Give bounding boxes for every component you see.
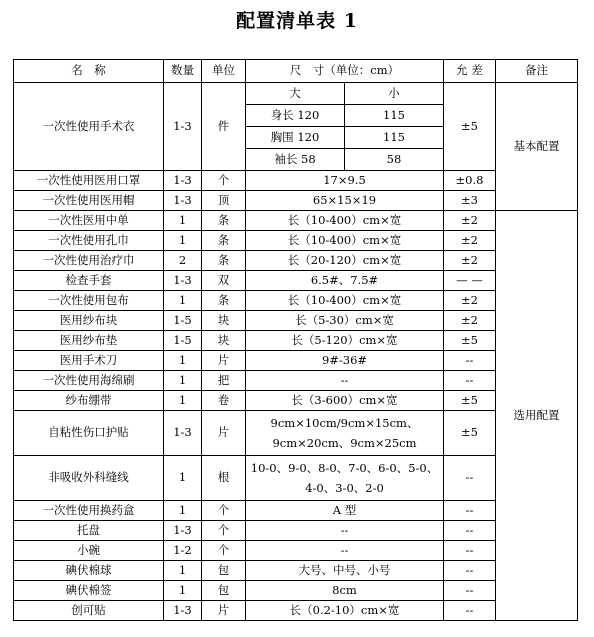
cell-qty: 1-5 <box>164 331 202 351</box>
table-row <box>14 271 578 291</box>
cell-unit: 把 <box>202 371 246 391</box>
cell-unit: 条 <box>202 291 246 311</box>
table-row <box>14 561 578 581</box>
document-title: 配置清单表 1 <box>236 10 358 32</box>
cell-qty: 1-5 <box>164 311 202 331</box>
size-cell: 袖长 58 <box>246 149 345 171</box>
table-row <box>14 501 578 521</box>
cell-qty: 1 <box>164 581 202 601</box>
table-row <box>14 211 578 231</box>
cell-size: -- <box>246 371 444 391</box>
cell-qty: 1-3 <box>164 601 202 621</box>
cell-size: 长（10-400）cm×宽 <box>246 291 444 311</box>
header-unit: 单位 <box>202 60 246 83</box>
cell-name: 医用纱布垫 <box>14 331 164 351</box>
table-row <box>14 171 578 191</box>
size-cell: 身长 120 <box>246 105 345 127</box>
cell-qty: 1 <box>164 391 202 411</box>
cell-size: 大号、中号、小号 <box>246 561 444 581</box>
size-cell: 115 <box>345 127 444 149</box>
table-row <box>14 231 578 251</box>
cell-qty: 1-3 <box>164 411 202 456</box>
cell-name: 一次性使用治疗巾 <box>14 251 164 271</box>
cell-unit: 个 <box>202 171 246 191</box>
table-row <box>14 521 578 541</box>
cell-unit: 卷 <box>202 391 246 411</box>
cell-tolerance: ±5 <box>444 331 496 351</box>
cell-name: 医用手术刀 <box>14 351 164 371</box>
header-qty: 数量 <box>164 60 202 83</box>
cell-tolerance: -- <box>444 501 496 521</box>
cell-name: 一次性使用医用口罩 <box>14 171 164 191</box>
cell-qty: 1 <box>164 351 202 371</box>
cell-size: 长（5-30）cm×宽 <box>246 311 444 331</box>
cell-unit: 个 <box>202 501 246 521</box>
cell-qty: 1-3 <box>164 171 202 191</box>
cell-qty: 1-2 <box>164 541 202 561</box>
cell-qty: 1 <box>164 291 202 311</box>
cell-unit: 块 <box>202 311 246 331</box>
cell-note-basic: 基本配置 <box>496 83 578 211</box>
cell-size: 长（0.2-10）cm×宽 <box>246 601 444 621</box>
table-row <box>14 311 578 331</box>
cell-unit: 个 <box>202 541 246 561</box>
cell-unit: 块 <box>202 331 246 351</box>
cell-tolerance: -- <box>444 371 496 391</box>
cell-unit: 条 <box>202 251 246 271</box>
cell-unit: 根 <box>202 456 246 501</box>
header-row <box>14 60 578 83</box>
cell-qty: 1 <box>164 561 202 581</box>
size-cell: 胸围 120 <box>246 127 345 149</box>
cell-unit: 包 <box>202 581 246 601</box>
cell-size: 长（10-400）cm×宽 <box>246 211 444 231</box>
cell-size: A 型 <box>246 501 444 521</box>
cell-tolerance: — — <box>444 271 496 291</box>
cell-name: 一次性使用换药盒 <box>14 501 164 521</box>
cell-qty: 1 <box>164 231 202 251</box>
cell-size: -- <box>246 521 444 541</box>
cell-tolerance: ±2 <box>444 291 496 311</box>
cell-name: 创可贴 <box>14 601 164 621</box>
cell-size: 9cm×10cm/9cm×15cm、9cm×20cm、9cm×25cm <box>246 411 444 456</box>
cell-unit: 双 <box>202 271 246 291</box>
header-size: 尺 寸（单位：cm） <box>246 60 444 83</box>
cell-tolerance: -- <box>444 541 496 561</box>
table-row <box>14 456 578 501</box>
cell-unit: 片 <box>202 411 246 456</box>
cell-name: 一次性使用包布 <box>14 291 164 311</box>
cell-name: 碘伏棉签 <box>14 581 164 601</box>
cell-qty: 2 <box>164 251 202 271</box>
cell-name: 医用纱布块 <box>14 311 164 331</box>
table-row <box>14 331 578 351</box>
cell-qty: 1-3 <box>164 191 202 211</box>
cell-tolerance: ±2 <box>444 211 496 231</box>
header-tolerance: 允 差 <box>444 60 496 83</box>
cell-qty: 1-3 <box>164 83 202 171</box>
table-row <box>14 251 578 271</box>
table-row-gown <box>14 83 578 171</box>
table-row <box>14 541 578 561</box>
table-row <box>14 291 578 311</box>
cell-name: 自粘性伤口护贴 <box>14 411 164 456</box>
cell-size: 65×15×19 <box>246 191 444 211</box>
cell-tolerance: -- <box>444 561 496 581</box>
cell-unit: 顶 <box>202 191 246 211</box>
cell-tolerance: -- <box>444 601 496 621</box>
size-col-small: 小 <box>345 83 444 105</box>
cell-tolerance: ±0.8 <box>444 171 496 191</box>
cell-tolerance: -- <box>444 521 496 541</box>
table-row <box>14 411 578 456</box>
size-col-large: 大 <box>246 83 345 105</box>
cell-unit: 片 <box>202 601 246 621</box>
cell-qty: 1 <box>164 371 202 391</box>
size-cell: 115 <box>345 105 444 127</box>
cell-name: 一次性使用医用帽 <box>14 191 164 211</box>
cell-name: 一次性使用海绵刷 <box>14 371 164 391</box>
cell-unit: 包 <box>202 561 246 581</box>
cell-qty: 1 <box>164 501 202 521</box>
table-row <box>14 371 578 391</box>
cell-name: 检查手套 <box>14 271 164 291</box>
cell-tolerance: -- <box>444 456 496 501</box>
cell-tolerance: ±2 <box>444 251 496 271</box>
cell-name: 托盘 <box>14 521 164 541</box>
cell-unit: 条 <box>202 211 246 231</box>
cell-name: 碘伏棉球 <box>14 561 164 581</box>
cell-name: 一次性使用孔巾 <box>14 231 164 251</box>
cell-size: 17×9.5 <box>246 171 444 191</box>
cell-size: 长（10-400）cm×宽 <box>246 231 444 251</box>
cell-qty: 1-3 <box>164 521 202 541</box>
cell-size: 9#-36# <box>246 351 444 371</box>
cell-size: 长（3-600）cm×宽 <box>246 391 444 411</box>
cell-size: 6.5#、7.5# <box>246 271 444 291</box>
cell-tolerance: ±5 <box>444 411 496 456</box>
cell-qty: 1 <box>164 456 202 501</box>
cell-unit: 片 <box>202 351 246 371</box>
cell-name: 纱布绷带 <box>14 391 164 411</box>
table-row <box>14 391 578 411</box>
cell-tolerance: ±2 <box>444 311 496 331</box>
table-row <box>14 191 578 211</box>
gown-size-table <box>246 83 443 170</box>
table-row <box>14 601 578 621</box>
cell-tolerance: ±5 <box>444 83 496 171</box>
table-row <box>14 581 578 601</box>
header-note: 备注 <box>496 60 578 83</box>
cell-note-optional: 选用配置 <box>496 211 578 621</box>
cell-tolerance: ±3 <box>444 191 496 211</box>
cell-size: 长（5-120）cm×宽 <box>246 331 444 351</box>
size-cell: 58 <box>386 151 402 166</box>
header-name: 名 称 <box>14 60 164 83</box>
table-row <box>14 351 578 371</box>
cell-size: -- <box>246 541 444 561</box>
cell-unit: 条 <box>202 231 246 251</box>
cell-name: 一次性使用手术衣 <box>14 83 164 171</box>
cell-size: 10-0、9-0、8-0、7-0、6-0、5-0、4-0、3-0、2-0 <box>246 456 444 501</box>
cell-name: 非吸收外科缝线 <box>14 456 164 501</box>
cell-size: 长（20-120）cm×宽 <box>246 251 444 271</box>
cell-qty: 1 <box>164 211 202 231</box>
cell-unit: 个 <box>202 521 246 541</box>
cell-tolerance: -- <box>444 351 496 371</box>
cell-size-nested <box>246 83 444 171</box>
configuration-table <box>13 59 578 621</box>
cell-tolerance: ±2 <box>444 231 496 251</box>
cell-name: 小碗 <box>14 541 164 561</box>
cell-size: 8cm <box>246 581 444 601</box>
cell-tolerance: -- <box>444 581 496 601</box>
cell-name: 一次性医用中单 <box>14 211 164 231</box>
cell-unit: 件 <box>202 83 246 171</box>
cell-tolerance: ±5 <box>444 391 496 411</box>
cell-qty: 1-3 <box>164 271 202 291</box>
